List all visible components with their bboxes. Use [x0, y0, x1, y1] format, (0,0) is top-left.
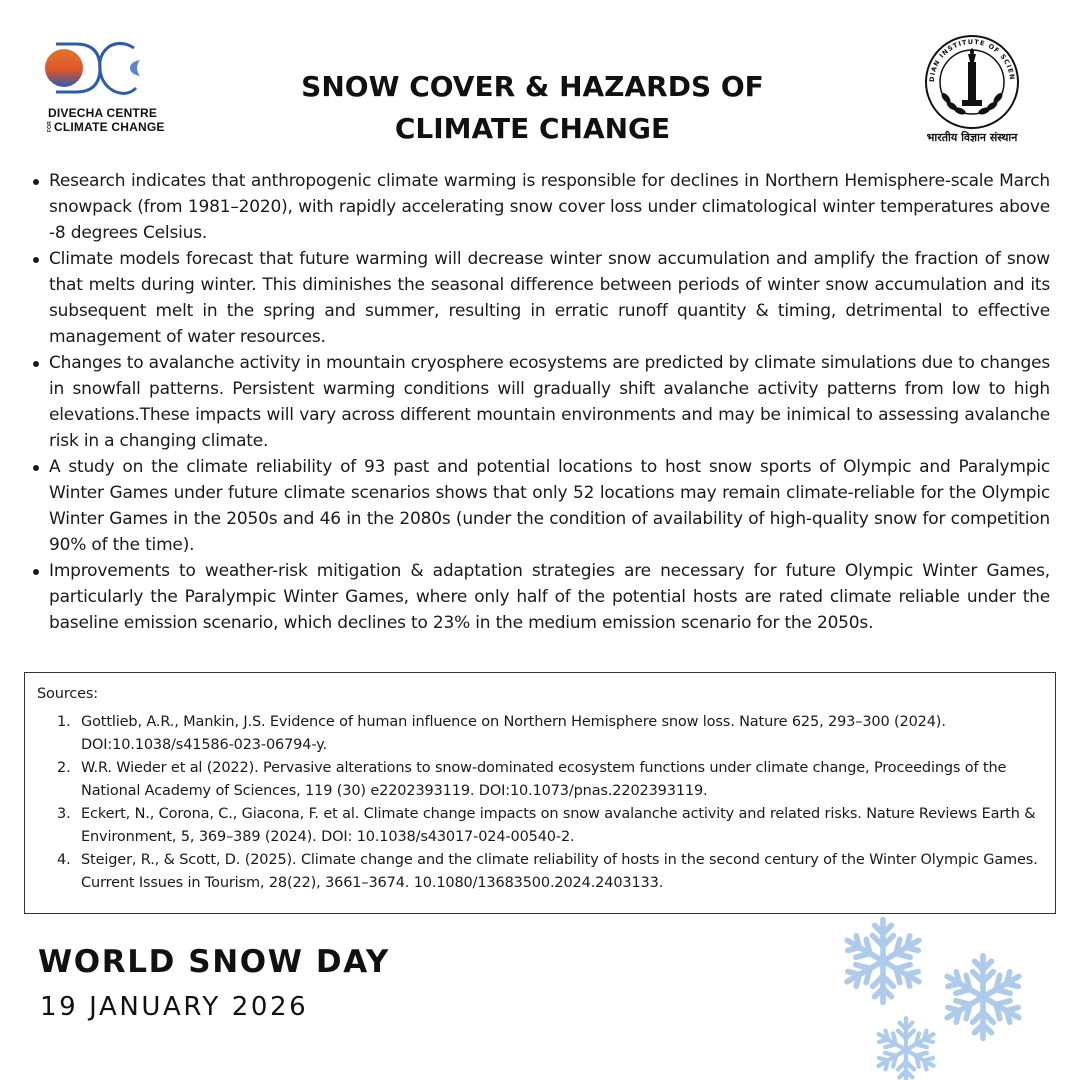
event-title: WORLD SNOW DAY [38, 944, 390, 980]
bullet-icon [33, 257, 39, 263]
source-text: Gottlieb, A.R., Mankin, J.S. Evidence of human influence on Northern Hemisphere snow loss. Nature 625, 293–300 (2024). DOI:10.1038/s41586-023-06794-y. [81, 714, 946, 753]
source-item [57, 711, 1043, 757]
bullet-text: Improvements to weather-risk mitigation & adaptation strategies are necessary for future Olympic Winter Games, particularly the Paralympic Winter Games, where only half of the potential hosts are rated climate reliable under the baseline emission scenario, which declines to 23% in the medium emission scenario for the 2050s. [49, 561, 1050, 633]
iisc-hindi-name: भारतीय विज्ञान संस्थान [926, 131, 1018, 144]
divecha-centre-logo [42, 38, 165, 138]
key-points-list [30, 168, 1050, 636]
source-item [57, 757, 1043, 803]
snowflake-icon [836, 914, 930, 1008]
source-text: W.R. Wieder et al (2022). Pervasive alterations to snow-dominated ecosystem functions under climate change, Proceedings of the National Academy of Sciences, 119 (30) e2202393119. DOI:10.1073/pnas.2202393119. [81, 760, 1007, 799]
snowflake-icon [936, 950, 1030, 1044]
source-text: Eckert, N., Corona, C., Giacona, F. et al. Climate change impacts on snow avalanche activity and related risks. Nature Reviews Earth & Environment, 5, 369–389 (2024). DOI: 10.1038/s43017-024-00540-2. [81, 806, 1036, 845]
org-name-for: FOR [47, 121, 53, 133]
svg-text:INDIAN INSTITUTE OF SCIENCE [912, 32, 1016, 82]
bullet-item [30, 558, 1050, 636]
bullet-item [30, 246, 1050, 350]
page-title [250, 66, 815, 150]
source-number: 3. [57, 806, 71, 822]
iisc-emblem-icon [912, 32, 1032, 130]
bullet-item [30, 454, 1050, 558]
bullet-icon [33, 361, 39, 367]
bullet-item [30, 168, 1050, 246]
bullet-text: Research indicates that anthropogenic climate warming is responsible for declines in Northern Hemisphere-scale March snowpack (from 1981–2020), with rapidly accelerating snow cover loss under climatological winter temperatures above -8 degrees Celsius. [49, 171, 1050, 243]
bullet-item [30, 350, 1050, 454]
bullet-icon [33, 465, 39, 471]
sources-box [24, 672, 1056, 914]
iisc-logo [912, 32, 1032, 147]
source-item [57, 849, 1043, 895]
title-line2: CLIMATE CHANGE [394, 112, 671, 145]
source-text: Steiger, R., & Scott, D. (2025). Climate change and the climate reliability of hosts in the second century of the Winter Olympic Games. Current Issues in Tourism, 28(22), 3661–3674. 10.1080/13683500.2024.2403133. [81, 852, 1038, 891]
divecha-centre-name [48, 106, 178, 134]
bullet-text: Changes to avalanche activity in mountain cryosphere ecosystems are predicted by climate simulations due to changes in snowfall patterns. Persistent warming conditions will gradually shift avalanche activity patterns from low to high elevations.These impacts will vary across different mountain environments and may be inimical to assessing avalanche risk in a changing climate. [49, 353, 1050, 451]
bullet-icon [33, 179, 39, 185]
sources-title: Sources: [37, 686, 99, 702]
iisc-ring-text: DIAN INSTITUTE OF SCIEN [927, 37, 1017, 83]
sources-list [37, 711, 1043, 895]
title-line1: SNOW COVER & HAZARDS OF [301, 70, 764, 103]
bullet-icon [33, 569, 39, 575]
org-name-line2: CLIMATE CHANGE [54, 120, 165, 134]
source-number: 1. [57, 714, 71, 730]
source-item [57, 803, 1043, 849]
snowflake-icon [870, 1014, 942, 1080]
bullet-text: Climate models forecast that future warming will decrease winter snow accumulation and amplify the fraction of snow that melts during winter. This diminishes the seasonal difference between periods of winter snow accumulation and its subsequent melt in the spring and summer, resulting in erratic runoff quantity & timing, detrimental to effective management of water resources. [49, 249, 1050, 347]
divecha-dc-logo-icon [42, 38, 152, 102]
event-date: 19 JANUARY 2026 [40, 992, 309, 1022]
org-name-line1: DIVECHA CENTRE [48, 106, 158, 120]
source-number: 2. [57, 760, 71, 776]
bullet-text: A study on the climate reliability of 93 past and potential locations to host snow sports of Olympic and Paralympic Winter Games under future climate scenarios shows that only 52 locations may remain climate-reliable for the Olympic Winter Games in the 2050s and 46 in the 2080s (under the condition of availability of high-quality snow for competition 90% of the time). [49, 457, 1050, 555]
source-number: 4. [57, 852, 71, 868]
